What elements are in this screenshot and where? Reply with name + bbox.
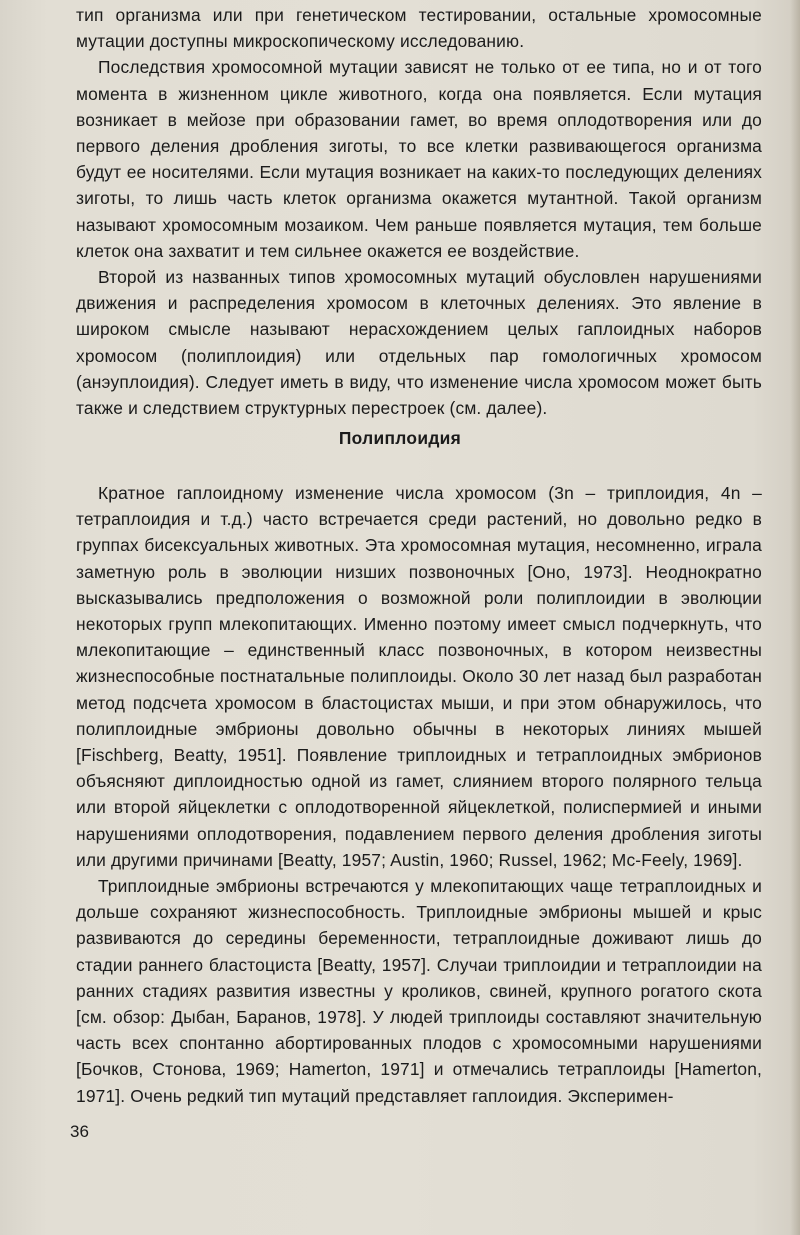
paragraph-triploid-embryos: Триплоидные эмбрионы встречаются у млекопитающих чаще тетраплоидных и дольше сохраняют жизнеспособность. Триплоидные эмбрионы мышей и крыс развиваются до середины беременности, тетраплоидные доживают лишь до стадии раннего бластоциста [Beatty, 1957]. Случаи триплоидии и тетраплоидии на ранних стадиях развития известны у кроликов, свиней, крупного рогатого скота [см. обзор: Дыбан, Баранов, 1978]. У людей триплоиды составляют значительную часть всех спонтанно абортированных плодов с хромосомными нарушениями [Бочков, Стонова, 1969; Hamerton, 1971] и отмечались тетраплоиды [Hamerton, 1971]. Очень редкий тип мутаций представляет гаплоидия. Эксперимен- [76,876,762,1106]
section-heading: Полиплоидия [338,428,462,448]
paragraph-mutation-consequences: Последствия хромосомной мутации зависят не только от ее типа, но и от того момента в жизненном цикле животного, когда она появляется. Если мутация возникает в мейозе при образовании гамет, во время оплодотворения или до первого деления дробления зиготы, то все клетки развивающегося организма будут ее носителями. Если мутация возникает на каких-то последующих делениях зиготы, то лишь часть клеток организма окажется мутантной. Такой организм называют хромосомным мозаиком. Чем раньше появляется мутация, тем больше клеток она захватит и тем сильнее окажется ее воздействие. [76,57,762,261]
paragraph-polyploidy: Кратное гаплоидному изменение числа хромосом (3n – триплоидия, 4n – тетраплоидия и т.д.) часто встречается среди растений, но довольно редко в группах бисексуальных животных. Эта хромосомная мутация, несомненно, играла заметную роль в эволюции низших позвоночных [Оно, 1973]. Неоднократно высказывались предположения о возможной роли полиплоидии в эволюции некоторых групп млекопитающих. Именно поэтому имеет смысл подчеркнуть, что млекопитающие – единственный класс позвоночных, в котором неизвестны жизнеспособные постнатальные полиплоиды. Около 30 лет назад был разработан метод подсчета хромосом в бластоцистах мыши, и при этом обнаружилось, что полиплоидные эмбрионы довольно обычны в некоторых линиях мышей [Fischberg, Beatty, 1951]. Появление триплоидных и тетраплоидных эмбрионов объясняют диплоидностью одной из гамет, слиянием второго полярного тельца или второй яйцеклетки с оплодотворенной яйцеклеткой, полиспермией и иными нарушениями оплодотворения, подавлением первого деления дробления зиготы или другими причинами [Beatty, 1957; Austin, 1960; Russel, 1962; Mc-Feely, 1969]. [76,483,762,870]
body-text-top [76,2,762,421]
body-text-bottom [76,480,762,1109]
paragraph-nondisjunction: Второй из названных типов хромосомных мутаций обусловлен нарушениями движения и распределения хромосом в клеточных делениях. Это явление в широком смысле называют нерасхождением целых гаплоидных наборов хромосом (полиплоидия) или отдельных пар гомологичных хромосом (анэуплоидия). Следует иметь в виду, что изменение числа хромосом может быть также и следствием структурных перестроек (см. далее). [76,267,762,419]
paragraph-continuation: тип организма или при генетическом тестировании, остальные хромосомные мутации доступны микроскопическому исследованию. [76,5,762,52]
page-number: 36 [70,1122,89,1141]
page-edge-shadow [790,0,800,1235]
